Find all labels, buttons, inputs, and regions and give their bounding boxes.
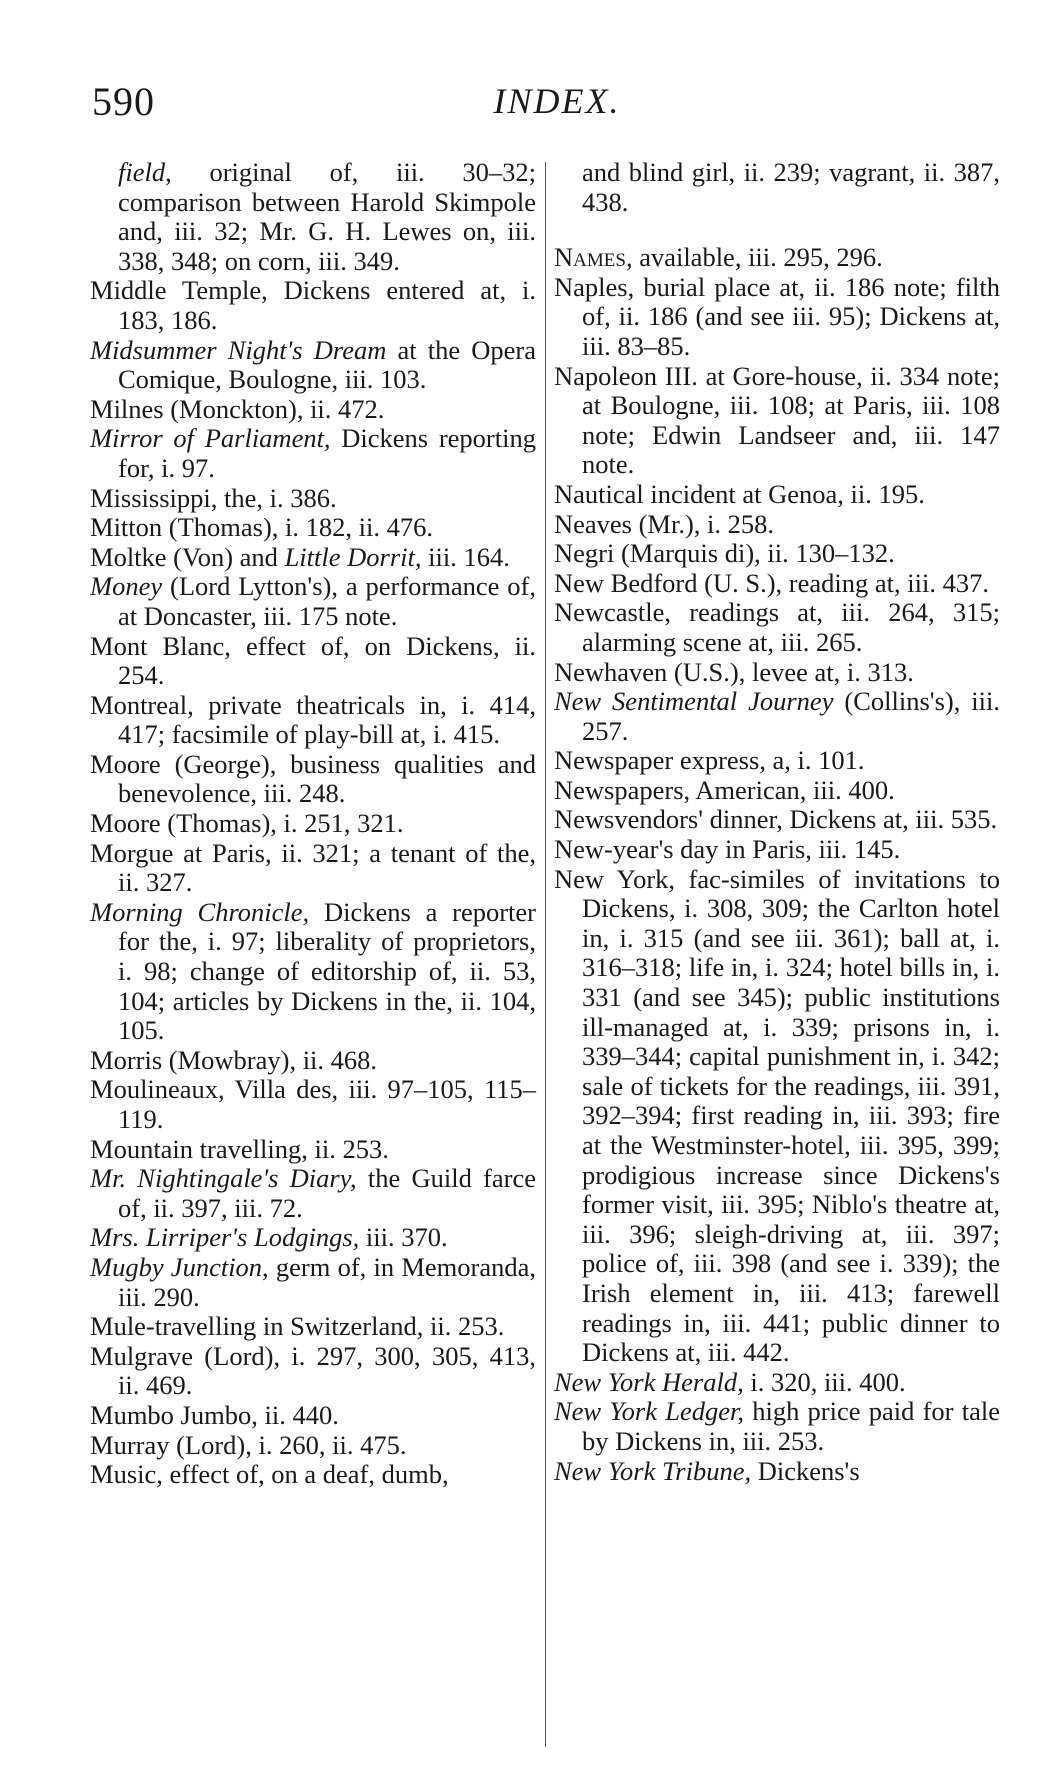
entry-text: Mississippi, the, i. 386.: [90, 482, 337, 513]
index-entry: [554, 835, 1000, 865]
entry-text: Dickens reporting for, i. 97.: [118, 423, 536, 483]
entry-text: Morris (Mowbray), ii. 468.: [90, 1044, 378, 1075]
index-entry: [90, 691, 536, 750]
entry-text: New York, fac-similes of invitations to Dickens, i. 308, 309; the Carlton hotel in, i. 315 (and see iii. 361); ball at, i. 316–318; life in, i. 324; hotel bills in, i. 331 (and see 345); public institutions ill-managed at, i. 339; prisons in, i. 339–344; capital punishment in, i. 342; sale of tickets for the readings, iii. 391, 392–394; first reading in, iii. 393; fire at the Westminster-hotel, iii. 395, 399; prodigious increase since Dickens's former visit, iii. 395; Niblo's theatre at, iii. 396; sleigh-driving at, iii. 397; police of, iii. 398 (and see i. 339); the Irish element in, iii. 413; farewell readings in, iii. 441; public dinner to Dickens at, iii. 442.: [554, 863, 1000, 1368]
entry-text: Moore (Thomas), i. 251, 321.: [90, 808, 404, 839]
entry-text: Nautical incident at Genoa, ii. 195.: [554, 478, 925, 509]
entry-text: Moore (George), business qualities and benevolence, iii. 248.: [90, 748, 536, 809]
index-entry: [90, 1223, 536, 1253]
entry-text: Dickens a reporter for the, i. 97; liberality of proprietors, i. 98; change of editorship of, ii. 53, 104; articles by Dickens in the, ii. 104, 105.: [118, 896, 536, 1046]
entry-heading: New Sentimental Journey: [554, 686, 834, 717]
index-entry: [90, 898, 536, 1046]
index-entry: [554, 362, 1000, 480]
index-entry: [90, 1460, 536, 1490]
index-entry: [554, 510, 1000, 540]
entry-text: Mule-travelling in Switzerland, ii. 253.: [90, 1311, 505, 1342]
index-entry: [90, 1046, 536, 1076]
entry-text: Newhaven (U.S.), levee at, i. 313.: [554, 656, 914, 687]
entry-text: Dickens's: [751, 1455, 860, 1486]
index-entry: [90, 336, 536, 395]
index-entry: [554, 865, 1000, 1368]
entry-text: Moltke (Von) and: [90, 541, 285, 572]
entry-text: Newsvendors' dinner, Dickens at, iii. 535.: [554, 804, 998, 835]
entry-heading: New York Ledger,: [554, 1396, 744, 1427]
index-entry: [90, 1401, 536, 1431]
entry-text: Negri (Marquis di), ii. 130–132.: [554, 538, 895, 569]
index-entry: [554, 776, 1000, 806]
index-entry: [554, 805, 1000, 835]
page-number: 590: [92, 79, 155, 124]
entry-text: (Lord Lytton's), a performance of, at Doncaster, iii. 175 note.: [118, 571, 536, 631]
index-entry: [554, 480, 1000, 510]
index-entry: [90, 158, 536, 276]
page-header: [92, 78, 1022, 128]
entry-text: Neaves (Mr.), i. 258.: [554, 508, 775, 539]
index-entry: [554, 1368, 1000, 1398]
index-entry: [90, 1431, 536, 1461]
entry-heading: New York Herald,: [554, 1366, 744, 1397]
index-entry: [90, 839, 536, 898]
entry-text: Montreal, private theatricals in, i. 414, 417; facsimile of play-bill at, i. 415.: [90, 689, 536, 750]
entry-text: Morgue at Paris, ii. 321; a tenant of the, ii. 327.: [90, 837, 536, 898]
entry-text: Newcastle, readings at, iii. 264, 315; alarming scene at, iii. 265.: [554, 597, 1000, 657]
entry-text: New Bedford (U. S.), reading at, iii. 437.: [554, 567, 989, 598]
entry-heading: New York Tribune,: [554, 1455, 752, 1486]
index-entry: [90, 1135, 536, 1165]
entry-text: Mumbo Jumbo, ii. 440.: [90, 1399, 339, 1430]
entry-text: , original of, iii. 30–32; comparison between Harold Skimpole and, iii. 32; Mr. G. H. Lewes on, iii. 338, 348; on corn, iii. 349.: [118, 157, 536, 276]
index-entry: [90, 1342, 536, 1401]
entry-text: New-year's day in Paris, iii. 145.: [554, 834, 901, 865]
index-entry: [90, 750, 536, 809]
entry-text: Moulineaux, Villa des, iii. 97–105, 115–119.: [90, 1074, 536, 1134]
entry-text: iii. 164.: [421, 541, 510, 572]
index-entry: [90, 543, 536, 573]
index-entry: [90, 1164, 536, 1223]
entry-text: (Collins's), iii. 257.: [582, 686, 1001, 746]
entry-text: Mitton (Thomas), i. 182, ii. 476.: [90, 512, 434, 543]
index-entry: [90, 484, 536, 514]
entry-text: at the Opera Comique, Boulogne, iii. 103.: [118, 334, 536, 395]
left-index-column: [90, 158, 536, 1490]
entry-heading: Morning Chronicle,: [90, 896, 310, 927]
index-entry: [554, 243, 1000, 273]
entry-text: Napoleon III. at Gore-house, ii. 334 note; at Boulogne, iii. 108; at Paris, iii. 108 note; Edwin Landseer and, iii. 147 note.: [554, 360, 1000, 480]
index-entry: [554, 1457, 1000, 1487]
entry-text: i. 320, iii. 400.: [743, 1366, 906, 1397]
entry-heading: Money: [90, 571, 163, 602]
entry-text: Newspapers, American, iii. 400.: [554, 774, 895, 805]
entry-text: the Guild farce of, ii. 397, iii. 72.: [118, 1163, 536, 1223]
index-entry: [554, 658, 1000, 688]
index-entry: [90, 1312, 536, 1342]
index-entry: [90, 572, 536, 631]
entry-text: iii. 370.: [359, 1222, 448, 1253]
index-entry: [554, 687, 1000, 746]
entry-heading: Little Dorrit,: [284, 541, 422, 572]
index-entry: [90, 424, 536, 483]
index-entry: [554, 158, 1000, 217]
entry-text: , available, iii. 295, 296.: [625, 242, 883, 273]
index-entry: [554, 598, 1000, 657]
entry-heading: Midsummer Night's Dream: [90, 334, 387, 365]
index-entry: [90, 1253, 536, 1312]
entry-text: and blind girl, ii. 239; vagrant, ii. 387, 438.: [582, 157, 1000, 217]
index-entry: [90, 632, 536, 691]
entry-text: Mountain travelling, ii. 253.: [90, 1133, 389, 1164]
entry-text: high price paid for tale by Dickens in, iii. 253.: [582, 1396, 1000, 1456]
entry-text: Mont Blanc, effect of, on Dickens, ii. 254.: [90, 630, 536, 691]
entry-heading: Mrs. Lirriper's Lodgings,: [90, 1222, 360, 1253]
entry-text: Music, effect of, on a deaf, dumb,: [90, 1459, 449, 1490]
entry-heading: Mr. Nightingale's Diary,: [90, 1163, 357, 1194]
running-head: INDEX.: [493, 81, 621, 121]
entry-text: germ of, in Memoranda, iii. 290.: [118, 1251, 536, 1312]
index-entry: [90, 513, 536, 543]
entry-text: Middle Temple, Dickens entered at, i. 183, 186.: [90, 275, 536, 335]
entry-text: Milnes (Monckton), ii. 472.: [90, 393, 385, 424]
index-entry: [90, 276, 536, 335]
index-entry: [90, 1075, 536, 1134]
index-entry: [554, 539, 1000, 569]
entry-text: Murray (Lord), i. 260, ii. 475.: [90, 1429, 407, 1460]
right-index-column: [554, 158, 1000, 1486]
column-divider: [545, 162, 546, 1747]
entry-heading: Mugby Junction,: [90, 1251, 269, 1282]
index-entry: [554, 1397, 1000, 1456]
entry-text: Naples, burial place at, ii. 186 note; filth of, ii. 186 (and see iii. 95); Dickens at, iii. 83–85.: [554, 271, 1000, 361]
entry-text: Newspaper express, a, i. 101.: [554, 745, 865, 776]
index-entry: [90, 395, 536, 425]
index-entry: [554, 273, 1000, 362]
entry-heading: Mirror of Parliament,: [90, 423, 331, 454]
entry-text: Mulgrave (Lord), i. 297, 300, 305, 413, ii. 469.: [90, 1340, 536, 1401]
index-entry: [554, 746, 1000, 776]
entry-heading-smallcaps: Names: [554, 242, 626, 273]
index-entry: [90, 809, 536, 839]
entry-heading: field: [118, 157, 166, 187]
index-entry: [554, 569, 1000, 599]
